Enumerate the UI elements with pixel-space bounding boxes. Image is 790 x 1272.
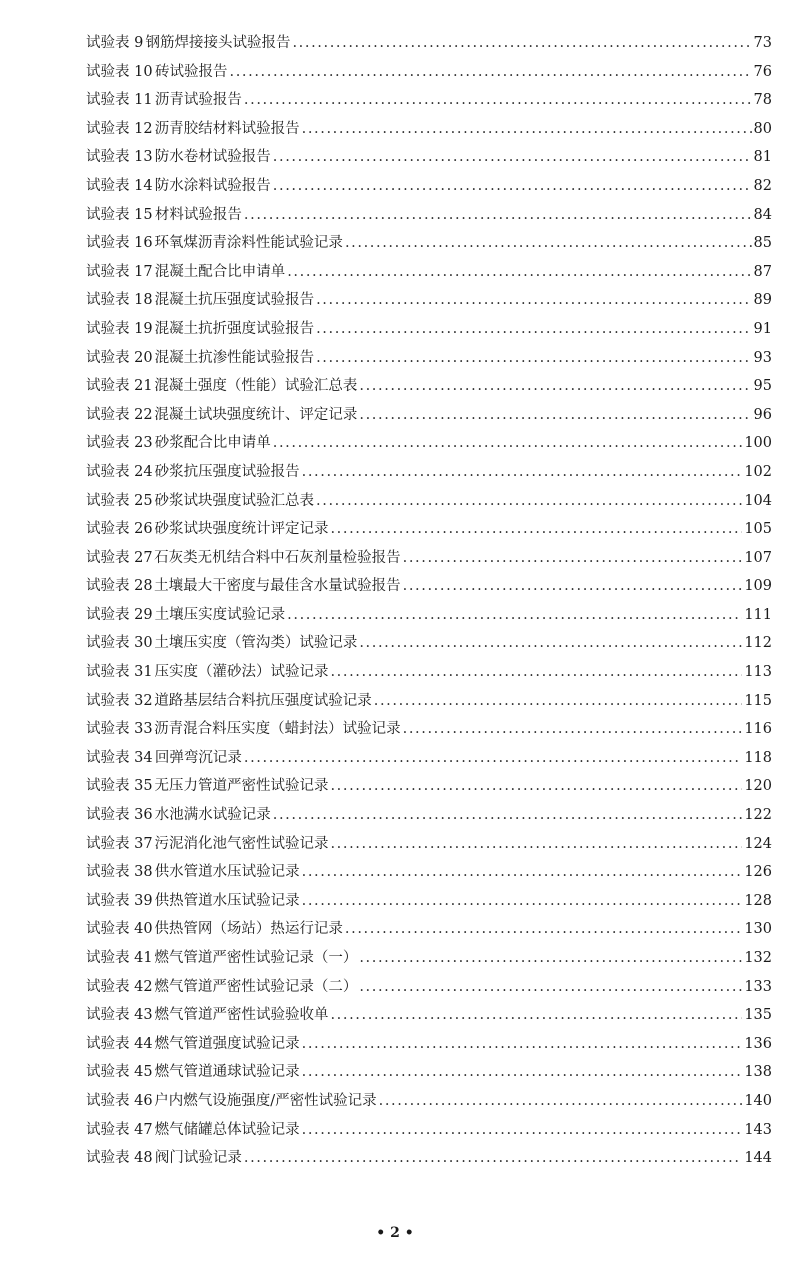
toc-entry-title: 户内燃气设施强度/严密性试验记录 — [154, 1092, 377, 1109]
dot-leader — [292, 29, 751, 58]
toc-entry[interactable] — [86, 944, 772, 973]
dot-leader — [359, 372, 751, 401]
toc-entry-label: 试验表 10 — [86, 63, 153, 80]
table-of-contents — [86, 29, 772, 1173]
dot-leader — [359, 401, 751, 430]
dot-leader — [302, 858, 743, 887]
toc-entry[interactable] — [86, 772, 772, 801]
toc-entry-title: 砂浆抗压强度试验报告 — [154, 463, 300, 480]
dot-leader — [345, 915, 742, 944]
toc-entry-page-number: 84 — [753, 206, 772, 223]
toc-entry-page-number: 107 — [744, 549, 772, 566]
toc-entry[interactable] — [86, 1116, 772, 1145]
toc-entry[interactable] — [86, 1058, 772, 1087]
toc-entry-page-number: 85 — [753, 235, 772, 252]
toc-entry-label: 试验表 22 — [86, 406, 153, 423]
toc-entry-label: 试验表 42 — [86, 978, 153, 995]
page-number: • 2 • — [376, 1225, 414, 1241]
toc-entry-title: 压实度（灌砂法）试验记录 — [154, 664, 329, 681]
toc-entry[interactable] — [86, 58, 772, 87]
toc-entry[interactable] — [86, 429, 772, 458]
dot-leader — [273, 429, 743, 458]
toc-entry[interactable] — [86, 258, 772, 287]
dot-leader — [302, 1058, 743, 1087]
toc-entry-title: 道路基层结合料抗压强度试验记录 — [154, 692, 372, 709]
toc-entry[interactable] — [86, 86, 772, 115]
toc-entry-page-number: 122 — [744, 807, 772, 824]
toc-entry-label: 试验表 13 — [86, 149, 153, 166]
toc-entry-title: 防水卷材试验报告 — [154, 149, 271, 166]
toc-entry-page-number: 133 — [744, 978, 772, 995]
toc-entry-page-number: 104 — [744, 492, 772, 509]
dot-leader — [345, 229, 752, 258]
toc-entry-title: 供水管道水压试验记录 — [154, 864, 300, 881]
toc-entry[interactable] — [86, 801, 772, 830]
toc-entry-label: 试验表 40 — [86, 921, 153, 938]
toc-entry[interactable] — [86, 915, 772, 944]
toc-entry[interactable] — [86, 858, 772, 887]
toc-entry-label: 试验表 25 — [86, 492, 153, 509]
toc-entry-label: 试验表 23 — [86, 435, 153, 452]
toc-entry-label: 试验表 20 — [86, 349, 153, 366]
toc-entry-page-number: 126 — [744, 864, 772, 881]
dot-leader — [374, 687, 743, 716]
toc-entry-page-number: 111 — [744, 606, 772, 623]
toc-entry-page-number: 132 — [744, 950, 772, 966]
dot-leader — [316, 344, 751, 373]
dot-leader — [330, 1001, 742, 1030]
toc-entry-title: 沥青胶结材料试验报告 — [154, 120, 300, 137]
toc-entry-page-number: 87 — [753, 263, 772, 280]
toc-entry[interactable] — [86, 1144, 772, 1173]
toc-entry[interactable] — [86, 29, 772, 58]
toc-entry-page-number: 105 — [744, 521, 772, 538]
dot-leader — [379, 1087, 743, 1116]
toc-entry-page-number: 102 — [744, 463, 772, 480]
toc-entry-title: 土壤最大干密度与最佳含水量试验报告 — [154, 578, 401, 595]
dot-leader — [302, 1116, 743, 1145]
dot-leader — [359, 629, 742, 658]
toc-entry[interactable] — [86, 372, 772, 401]
toc-entry[interactable] — [86, 487, 772, 516]
dot-leader — [302, 458, 743, 487]
toc-entry-label: 试验表 15 — [86, 206, 153, 223]
toc-entry[interactable] — [86, 629, 772, 658]
toc-entry[interactable] — [86, 1030, 772, 1059]
toc-entry-label: 试验表 12 — [86, 120, 153, 137]
toc-entry-title: 阀门试验记录 — [154, 1150, 242, 1167]
toc-entry-page-number: 76 — [753, 63, 772, 80]
toc-entry[interactable] — [86, 143, 772, 172]
dot-leader — [403, 544, 743, 573]
dot-leader — [302, 887, 743, 916]
dot-leader — [273, 143, 752, 172]
toc-entry[interactable] — [86, 229, 772, 258]
dot-leader — [330, 830, 742, 859]
dot-leader — [359, 973, 742, 1002]
toc-entry-title: 燃气管道强度试验记录 — [154, 1035, 300, 1052]
dot-leader — [287, 601, 742, 630]
toc-entry-page-number: 138 — [744, 1064, 772, 1081]
toc-entry[interactable] — [86, 1087, 772, 1116]
toc-entry-title: 燃气储罐总体试验记录 — [154, 1121, 300, 1138]
toc-entry-label: 试验表 38 — [86, 864, 153, 881]
dot-leader — [330, 772, 742, 801]
toc-entry[interactable] — [86, 515, 772, 544]
dot-leader — [316, 315, 751, 344]
toc-entry-title: 混凝土试块强度统计、评定记录 — [154, 406, 358, 423]
toc-entry-label: 试验表 31 — [86, 664, 153, 681]
toc-entry-page-number: 144 — [744, 1150, 772, 1167]
toc-entry-label: 试验表 30 — [86, 635, 153, 652]
toc-entry-label: 试验表 41 — [86, 950, 153, 966]
toc-entry-title: 回弹弯沉记录 — [154, 749, 242, 766]
toc-entry-label: 试验表 14 — [86, 177, 153, 194]
toc-entry-label: 试验表 48 — [86, 1150, 153, 1167]
toc-entry-page-number: 124 — [744, 835, 772, 852]
toc-entry-page-number: 95 — [753, 378, 772, 395]
toc-entry[interactable] — [86, 744, 772, 773]
toc-entry[interactable] — [86, 830, 772, 859]
toc-entry-title: 燃气管道严密性试验记录（一） — [154, 950, 358, 966]
toc-entry-label: 试验表 17 — [86, 263, 153, 280]
toc-entry-label: 试验表 32 — [86, 692, 153, 709]
toc-entry-label: 试验表 9 — [86, 35, 144, 51]
toc-entry[interactable] — [86, 687, 772, 716]
toc-entry-label: 试验表 33 — [86, 721, 153, 738]
dot-leader — [244, 201, 752, 230]
toc-entry-page-number: 91 — [753, 320, 772, 337]
toc-entry-page-number: 81 — [753, 149, 772, 166]
toc-entry-title: 环氧煤沥青涂料性能试验记录 — [154, 235, 343, 252]
toc-entry[interactable] — [86, 315, 772, 344]
dot-leader — [273, 172, 752, 201]
toc-entry-label: 试验表 45 — [86, 1064, 153, 1081]
toc-entry-title: 燃气管道严密性试验验收单 — [154, 1007, 329, 1024]
dot-leader — [302, 115, 752, 144]
toc-entry-label: 试验表 16 — [86, 235, 153, 252]
toc-entry-title: 砂浆试块强度统计评定记录 — [154, 521, 329, 538]
toc-entry-page-number: 143 — [744, 1121, 772, 1138]
toc-entry[interactable] — [86, 172, 772, 201]
toc-entry-title: 污泥消化池气密性试验记录 — [154, 835, 329, 852]
dot-leader — [330, 658, 742, 687]
toc-entry-label: 试验表 44 — [86, 1035, 153, 1052]
toc-entry[interactable] — [86, 458, 772, 487]
toc-entry-title: 石灰类无机结合料中石灰剂量检验报告 — [154, 549, 401, 566]
toc-entry[interactable] — [86, 601, 772, 630]
dot-leader — [287, 258, 751, 287]
toc-entry-title: 混凝土抗折强度试验报告 — [154, 320, 315, 337]
toc-entry-page-number: 109 — [744, 578, 772, 595]
toc-entry-page-number: 100 — [744, 435, 772, 452]
toc-entry-title: 砖试验报告 — [154, 63, 228, 80]
toc-entry-label: 试验表 21 — [86, 378, 153, 395]
toc-entry-page-number: 118 — [744, 749, 772, 766]
toc-entry-title: 防水涂料试验报告 — [154, 177, 271, 194]
toc-entry-title: 混凝土抗渗性能试验报告 — [154, 349, 315, 366]
toc-entry-label: 试验表 37 — [86, 835, 153, 852]
toc-entry-title: 沥青混合料压实度（蜡封法）试验记录 — [154, 721, 401, 738]
toc-entry[interactable] — [86, 201, 772, 230]
toc-entry-title: 燃气管道通球试验记录 — [154, 1064, 300, 1081]
toc-entry-label: 试验表 29 — [86, 606, 153, 623]
toc-entry-page-number: 140 — [744, 1092, 772, 1109]
toc-entry[interactable] — [86, 115, 772, 144]
toc-entry[interactable] — [86, 973, 772, 1002]
toc-entry-page-number: 80 — [753, 120, 772, 137]
toc-entry[interactable] — [86, 544, 772, 573]
toc-entry-title: 混凝土强度（性能）试验汇总表 — [154, 378, 358, 395]
toc-entry-label: 试验表 34 — [86, 749, 153, 766]
toc-entry-page-number: 113 — [744, 664, 772, 681]
toc-entry-page-number: 116 — [744, 721, 772, 738]
toc-entry-label: 试验表 36 — [86, 807, 153, 824]
dot-leader — [244, 744, 742, 773]
dot-leader — [244, 1144, 742, 1173]
toc-entry-page-number: 115 — [744, 692, 772, 709]
toc-entry-title: 无压力管道严密性试验记录 — [154, 778, 329, 795]
toc-entry-label: 试验表 26 — [86, 521, 153, 538]
dot-leader — [316, 286, 751, 315]
toc-entry-page-number: 93 — [753, 349, 772, 366]
dot-leader — [302, 1030, 743, 1059]
toc-entry-title: 供热管网（场站）热运行记录 — [154, 921, 343, 938]
toc-entry-title: 砂浆试块强度试验汇总表 — [154, 492, 315, 509]
toc-entry-title: 水池满水试验记录 — [154, 807, 271, 824]
toc-entry-page-number: 120 — [744, 778, 772, 795]
toc-entry-page-number: 135 — [744, 1007, 772, 1024]
toc-entry-title: 材料试验报告 — [154, 206, 242, 223]
toc-entry-label: 试验表 27 — [86, 549, 153, 566]
toc-entry-label: 试验表 18 — [86, 292, 153, 309]
toc-entry[interactable] — [86, 715, 772, 744]
toc-entry-page-number: 78 — [753, 92, 772, 109]
toc-entry-title: 砂浆配合比申请单 — [154, 435, 271, 452]
toc-entry-page-number: 136 — [744, 1035, 772, 1052]
toc-entry[interactable] — [86, 344, 772, 373]
toc-entry[interactable] — [86, 1001, 772, 1030]
toc-entry-page-number: 96 — [753, 406, 772, 423]
toc-entry-title: 土壤压实度试验记录 — [154, 606, 286, 623]
toc-entry-title: 沥青试验报告 — [154, 92, 242, 109]
toc-entry-title: 燃气管道严密性试验记录（二） — [154, 978, 358, 995]
toc-entry-page-number: 130 — [744, 921, 772, 938]
dot-leader — [244, 86, 752, 115]
toc-entry-label: 试验表 39 — [86, 892, 153, 909]
toc-entry-page-number: 112 — [744, 635, 772, 652]
toc-entry[interactable] — [86, 572, 772, 601]
toc-entry-label: 试验表 24 — [86, 463, 153, 480]
dot-leader — [316, 487, 742, 516]
dot-leader — [229, 58, 751, 87]
dot-leader — [273, 801, 743, 830]
toc-entry-page-number: 128 — [744, 892, 772, 909]
toc-entry-page-number: 82 — [753, 177, 772, 194]
toc-entry[interactable] — [86, 401, 772, 430]
dot-leader — [403, 715, 743, 744]
toc-entry[interactable] — [86, 887, 772, 916]
toc-entry-page-number: 89 — [753, 292, 772, 309]
toc-entry-title: 混凝土配合比申请单 — [154, 263, 286, 280]
toc-entry-label: 试验表 47 — [86, 1121, 153, 1138]
toc-entry-label: 试验表 11 — [86, 92, 153, 109]
toc-entry-page-number: 73 — [753, 35, 772, 51]
toc-entry-title: 供热管道水压试验记录 — [154, 892, 300, 909]
toc-entry-label: 试验表 19 — [86, 320, 153, 337]
toc-entry-title: 钢筋焊接接头试验报告 — [145, 35, 291, 51]
toc-entry-label: 试验表 46 — [86, 1092, 153, 1109]
toc-entry[interactable] — [86, 286, 772, 315]
toc-entry-label: 试验表 43 — [86, 1007, 153, 1024]
toc-entry-title: 土壤压实度（管沟类）试验记录 — [154, 635, 358, 652]
toc-entry-title: 混凝土抗压强度试验报告 — [154, 292, 315, 309]
dot-leader — [359, 944, 742, 973]
dot-leader — [403, 572, 743, 601]
toc-entry-label: 试验表 35 — [86, 778, 153, 795]
toc-entry[interactable] — [86, 658, 772, 687]
toc-entry-label: 试验表 28 — [86, 578, 153, 595]
dot-leader — [330, 515, 742, 544]
